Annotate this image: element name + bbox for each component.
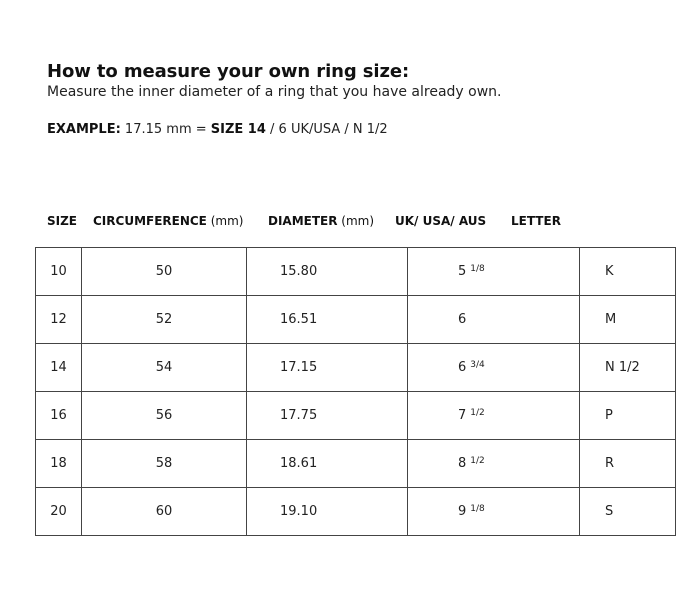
header-size-label: SIZE (47, 214, 78, 228)
header-uk-label: UK/ USA/ AUS (395, 214, 487, 228)
uk-fraction: 3/4 (470, 360, 485, 370)
cell-uk (408, 344, 580, 392)
cell-diameter: 17.15 (247, 344, 408, 392)
cell-letter: P (580, 392, 676, 440)
header-letter-label: LETTER (511, 214, 561, 228)
header-diameter (268, 214, 374, 228)
header-circumference (93, 214, 243, 228)
cell-letter: R (580, 440, 676, 488)
page-title: How to measure your own ring size: (47, 61, 410, 82)
header-uk (395, 214, 486, 228)
cell-letter: K (580, 248, 676, 296)
cell-letter: S (580, 488, 676, 536)
cell-uk (408, 248, 580, 296)
cell-size: 12 (36, 296, 82, 344)
header-circumference-label: CIRCUMFERENCE (93, 214, 207, 228)
table-row (36, 344, 676, 392)
header-diameter-unit: (mm) (337, 214, 375, 228)
cell-circumference: 58 (82, 440, 247, 488)
table-row (36, 440, 676, 488)
cell-letter: N 1/2 (580, 344, 676, 392)
uk-fraction: 1/2 (470, 408, 485, 418)
uk-whole: 5 (458, 264, 467, 279)
cell-uk (408, 392, 580, 440)
cell-size: 18 (36, 440, 82, 488)
header-letter (511, 214, 561, 228)
uk-fraction: 1/2 (470, 456, 485, 466)
table-row (36, 296, 676, 344)
cell-circumference: 52 (82, 296, 247, 344)
cell-size: 16 (36, 392, 82, 440)
cell-diameter: 17.75 (247, 392, 408, 440)
cell-uk (408, 296, 580, 344)
example-label: EXAMPLE: (47, 122, 121, 137)
example-measure: 17.15 mm = (120, 122, 211, 137)
cell-diameter: 16.51 (247, 296, 408, 344)
cell-uk (408, 488, 580, 536)
cell-letter: M (580, 296, 676, 344)
uk-whole: 9 (458, 504, 467, 519)
cell-size: 10 (36, 248, 82, 296)
cell-circumference: 56 (82, 392, 247, 440)
example-rest: / 6 UK/USA / N 1/2 (265, 122, 388, 137)
example-line (47, 122, 388, 137)
table-row (36, 248, 676, 296)
header-size (47, 214, 77, 228)
table-row (36, 488, 676, 536)
uk-whole: 6 (458, 312, 467, 327)
uk-fraction: 1/8 (470, 504, 485, 514)
cell-circumference: 50 (82, 248, 247, 296)
cell-size: 20 (36, 488, 82, 536)
header-diameter-label: DIAMETER (268, 214, 338, 228)
uk-whole: 8 (458, 456, 467, 471)
cell-diameter: 19.10 (247, 488, 408, 536)
ring-size-table (35, 247, 676, 536)
header-circumference-unit: (mm) (206, 214, 244, 228)
cell-circumference: 54 (82, 344, 247, 392)
cell-diameter: 18.61 (247, 440, 408, 488)
page-subtitle: Measure the inner diameter of a ring that you have already own. (47, 84, 502, 100)
cell-circumference: 60 (82, 488, 247, 536)
uk-fraction: 1/8 (470, 264, 485, 274)
uk-whole: 6 (458, 360, 467, 375)
uk-whole: 7 (458, 408, 467, 423)
cell-size: 14 (36, 344, 82, 392)
table-row (36, 392, 676, 440)
example-size: SIZE 14 (210, 122, 266, 137)
cell-uk (408, 440, 580, 488)
cell-diameter: 15.80 (247, 248, 408, 296)
